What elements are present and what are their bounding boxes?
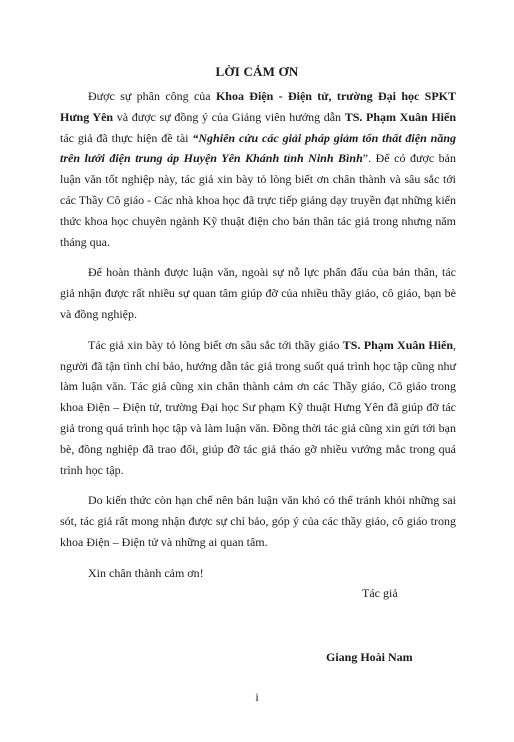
- p3-text-2: , người đã tận tình chỉ bảo, hướng dẫn tác giả trong suốt quá trình học tập cũng như làm luận văn. Tác giả cũng xin chân thành cảm ơn các Thầy giáo, Cô giáo trong khoa Điện – Điện tử, trường Đại học Sư phạm Kỹ thuật Hưng Yên đã giúp đỡ tác giả trong quá trình học tập và làm luận văn. Đồng thời tác giả cũng xin gửi tới bạn bè, đồng nghiệp đã trao đổi, giúp đỡ tác giả tháo gỡ nhiều vướng mắc trong quá trình học tập.: [60, 337, 457, 477]
- p1-text-2: và được sự đồng ý của Giảng viên hướng dẫn: [113, 109, 345, 124]
- p1-text-1: Được sự phân công của: [88, 89, 216, 103]
- p3-supervisor-name: TS. Phạm Xuân Hiển: [342, 337, 454, 352]
- author-label: Tác giả: [362, 586, 398, 600]
- p1-faculty-name: Khoa Điện - Điện tử, trường Đại học SPKT Hưng Yên: [60, 89, 456, 124]
- p1-text-4: ”. Để có được bản luận văn tốt nghiệp này, tác giả xin bày tỏ lòng biết ơn chân thành và sâu sắc tới các Thầy Cô giáo - Các nhà khoa học đã trực tiếp giảng dạy truyền đạt những kiến thức khoa học chuyên ngành Kỹ thuật điện cho bản thân tác giả trong nhưng năm tháng qua.: [60, 151, 456, 249]
- closing-line: Xin chân thành cảm ơn!: [88, 565, 204, 580]
- p1-text-3: tác giả đã thực hiện đề tài: [60, 130, 193, 145]
- acknowledgement-body: [60, 86, 456, 584]
- p1-thesis-title: “Nghiên cứu các giải pháp giảm tổn thất điện năng trên lưới điện trung áp Huyện Yên Khánh tỉnh Ninh Bình: [60, 130, 456, 166]
- page-number: i: [255, 690, 259, 704]
- paragraph-2: Để hoàn thành được luận văn, ngoài sự nỗ lực phấn đấu của bản thân, tác giả nhận được rất nhiều sự quan tâm giúp đỡ của nhiều thầy giáo, cô giáo, bạn bè và đồng nghiệp.: [60, 265, 456, 321]
- paragraph-3: [60, 335, 456, 481]
- paragraph-1: [60, 86, 456, 252]
- p1-supervisor-name: TS. Phạm Xuân Hiển: [344, 109, 456, 124]
- p3-text-1: Tác giả xin bày tỏ lòng biết ơn sâu sắc tới thầy giáo: [88, 337, 343, 352]
- paragraph-4: Do kiến thức còn hạn chế nên bản luận văn khó có thể tránh khỏi những sai sót, tác giả rất mong nhận được sự chỉ bảo, góp ý của các thầy giáo, cô giáo trong khoa Điện – Điện tử và những ai quan tâm.: [60, 493, 456, 549]
- page-title: LỜI CẢM ƠN: [215, 64, 299, 79]
- author-name: Giang Hoài Nam: [326, 650, 413, 664]
